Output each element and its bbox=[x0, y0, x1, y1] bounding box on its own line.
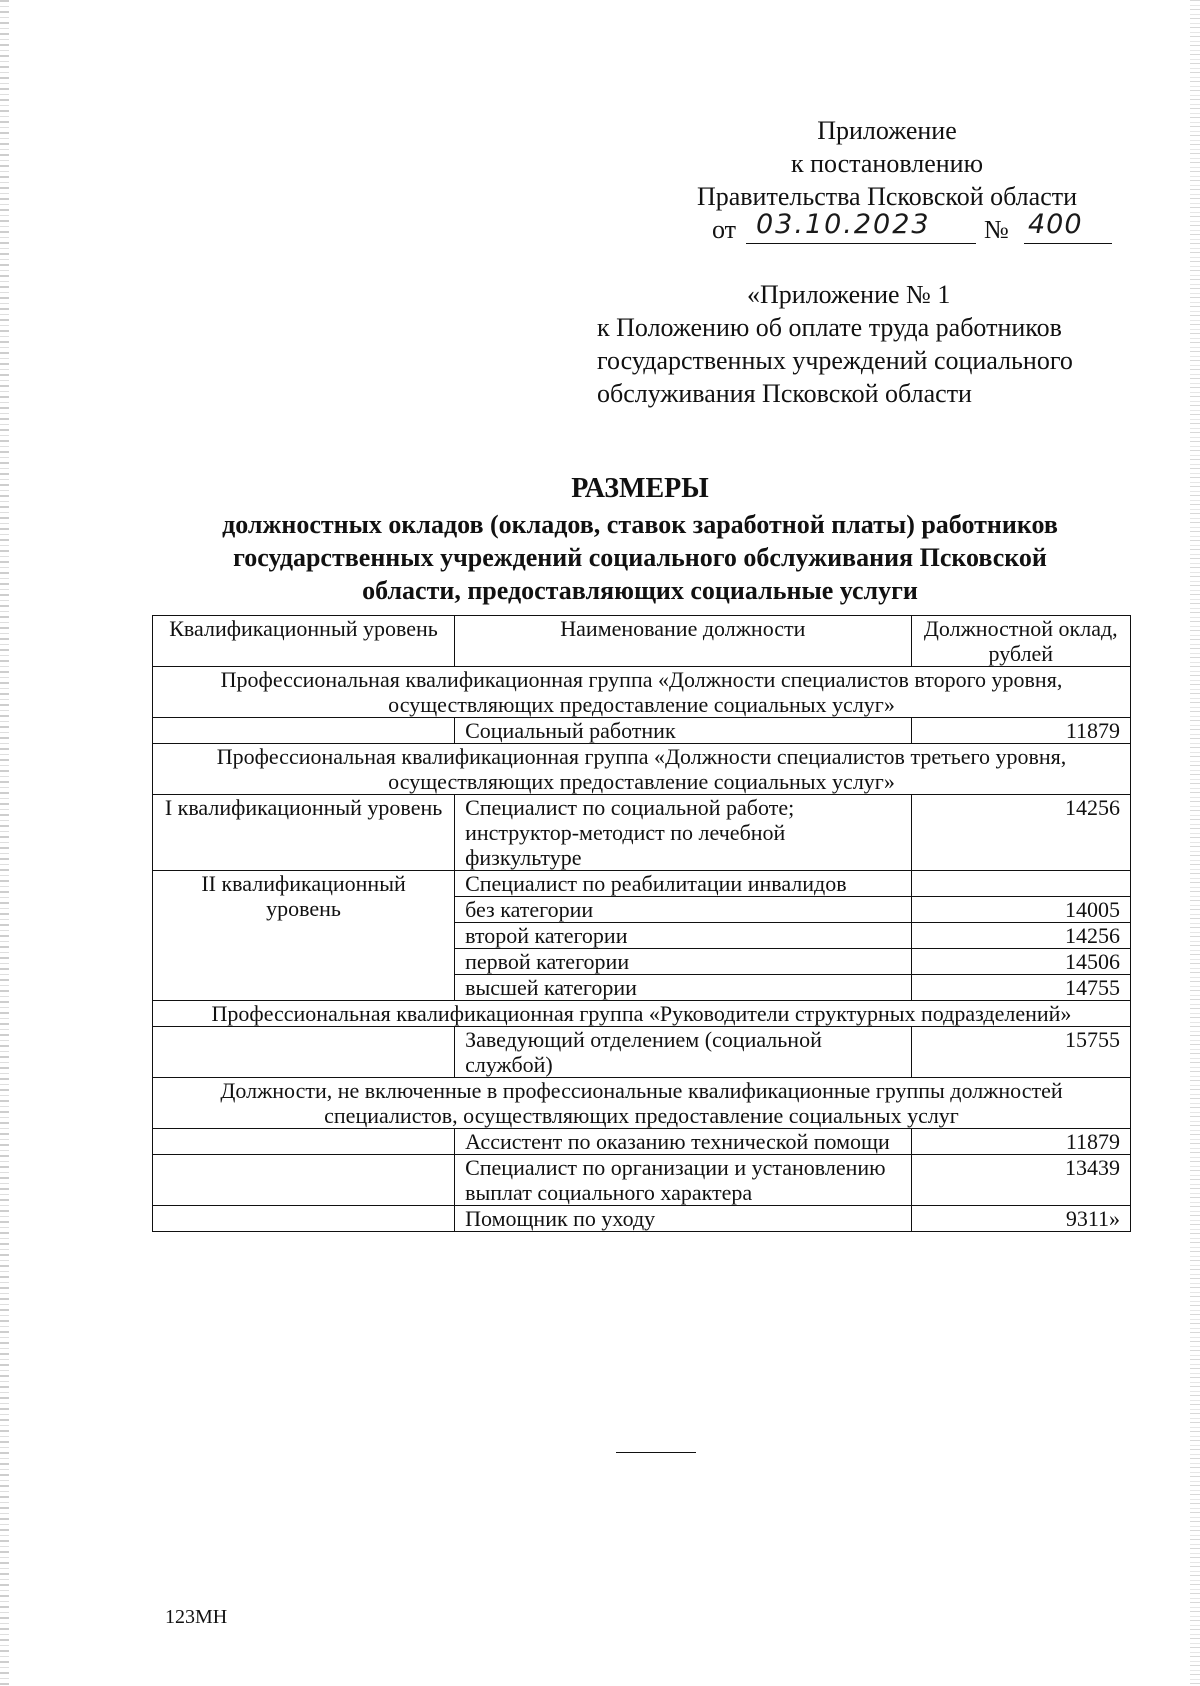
cell-position: Специалист по реабилитации инвалидов bbox=[455, 871, 912, 897]
approval-line-1: Приложение bbox=[817, 116, 957, 145]
cell-salary: 14755 bbox=[911, 975, 1130, 1001]
annex-line-3: государственных учреждений социального bbox=[597, 346, 1073, 375]
cell-level bbox=[153, 1206, 455, 1232]
header-level: Квалификационный уровень bbox=[153, 616, 455, 667]
group-title: Профессиональная квалификационная группа «Должности специалистов третьего уровня, осуществляющих предоставление социальных услуг» bbox=[153, 744, 1131, 795]
annex-line-1: «Приложение № 1 bbox=[747, 280, 951, 309]
group-row bbox=[153, 667, 1131, 718]
date-handwritten: 03.10.2023 bbox=[756, 209, 931, 240]
document-title: РАЗМЕРЫ bbox=[571, 473, 709, 504]
cell-position: Помощник по уходу bbox=[455, 1206, 912, 1232]
cell-salary: 14256 bbox=[911, 923, 1130, 949]
cell-salary bbox=[911, 871, 1130, 897]
end-divider bbox=[616, 1452, 696, 1453]
cell-level: II квалификационный уровень bbox=[153, 871, 455, 1001]
table-row bbox=[153, 795, 1131, 871]
table-header-row bbox=[153, 616, 1131, 667]
annex-block bbox=[597, 278, 1117, 410]
cell-salary: 14256 bbox=[911, 795, 1130, 871]
cell-position: Заведующий отделением (социальной службой) bbox=[455, 1027, 912, 1078]
approval-line-3: Правительства Псковской области bbox=[696, 182, 1078, 211]
table-row bbox=[153, 718, 1131, 744]
cell-salary: 14005 bbox=[911, 897, 1130, 923]
cell-salary: 11879 bbox=[911, 1129, 1130, 1155]
annex-line-4: обслуживания Псковской области bbox=[597, 379, 972, 408]
scan-edge-left bbox=[0, 0, 9, 1686]
salary-table bbox=[152, 615, 1131, 1232]
subtitle-line-3: области, предоставляющих социальные услуги bbox=[362, 576, 918, 605]
number-prefix: № bbox=[984, 215, 1009, 244]
cell-salary: 15755 bbox=[911, 1027, 1130, 1078]
cell-position: Специалист по социальной работе; инструктор-методист по лечебной физкультуре bbox=[455, 795, 912, 871]
cell-position: без категории bbox=[455, 897, 912, 923]
group-title: Должности, не включенные в профессиональные квалификационные группы должностей специалистов, осуществляющих предоставление социальных услуг bbox=[153, 1078, 1131, 1129]
approval-block bbox=[672, 114, 1102, 249]
cell-salary: 9311» bbox=[911, 1206, 1130, 1232]
cell-position: Социальный работник bbox=[455, 718, 912, 744]
group-title: Профессиональная квалификационная группа «Руководители структурных подразделений» bbox=[153, 1001, 1131, 1027]
header-position: Наименование должности bbox=[455, 616, 912, 667]
cell-position: Ассистент по оказанию технической помощи bbox=[455, 1129, 912, 1155]
cell-position: высшей категории bbox=[455, 975, 912, 1001]
table-row bbox=[153, 1129, 1131, 1155]
cell-level bbox=[153, 1129, 455, 1155]
group-row bbox=[153, 1001, 1131, 1027]
cell-level bbox=[153, 1027, 455, 1078]
number-handwritten: 400 bbox=[1028, 209, 1083, 240]
cell-position: второй категории bbox=[455, 923, 912, 949]
scan-edge-right bbox=[1190, 0, 1200, 1686]
subtitle-line-1: должностных окладов (окладов, ставок заработной платы) работников bbox=[222, 510, 1058, 539]
table-row bbox=[153, 1206, 1131, 1232]
cell-position: первой категории bbox=[455, 949, 912, 975]
number-field bbox=[1024, 209, 1112, 244]
cell-level bbox=[153, 718, 455, 744]
cell-level bbox=[153, 1155, 455, 1206]
cell-salary: 13439 bbox=[911, 1155, 1130, 1206]
group-title: Профессиональная квалификационная группа «Должности специалистов второго уровня, осуществляющих предоставление социальных услуг» bbox=[153, 667, 1131, 718]
cell-salary: 11879 bbox=[911, 718, 1130, 744]
approval-line-2: к постановлению bbox=[790, 149, 984, 178]
subtitle-line-2: государственных учреждений социального обслуживания Псковской bbox=[233, 543, 1047, 572]
approval-date-line bbox=[672, 209, 1102, 249]
annex-line-2: к Положению об оплате труда работников bbox=[597, 313, 1062, 342]
table-row bbox=[153, 871, 1131, 897]
date-field bbox=[746, 209, 976, 244]
cell-position: Специалист по организации и установлению выплат социального характера bbox=[455, 1155, 912, 1206]
table-row bbox=[153, 1155, 1131, 1206]
date-prefix: от bbox=[712, 215, 737, 244]
group-row bbox=[153, 1078, 1131, 1129]
cell-salary: 14506 bbox=[911, 949, 1130, 975]
table-row bbox=[153, 1027, 1131, 1078]
cell-level: I квалификационный уровень bbox=[153, 795, 455, 871]
header-salary: Должностной оклад, рублей bbox=[911, 616, 1130, 667]
document-subtitle bbox=[150, 508, 1130, 607]
group-row bbox=[153, 744, 1131, 795]
footer-code: 123МН bbox=[165, 1606, 228, 1628]
